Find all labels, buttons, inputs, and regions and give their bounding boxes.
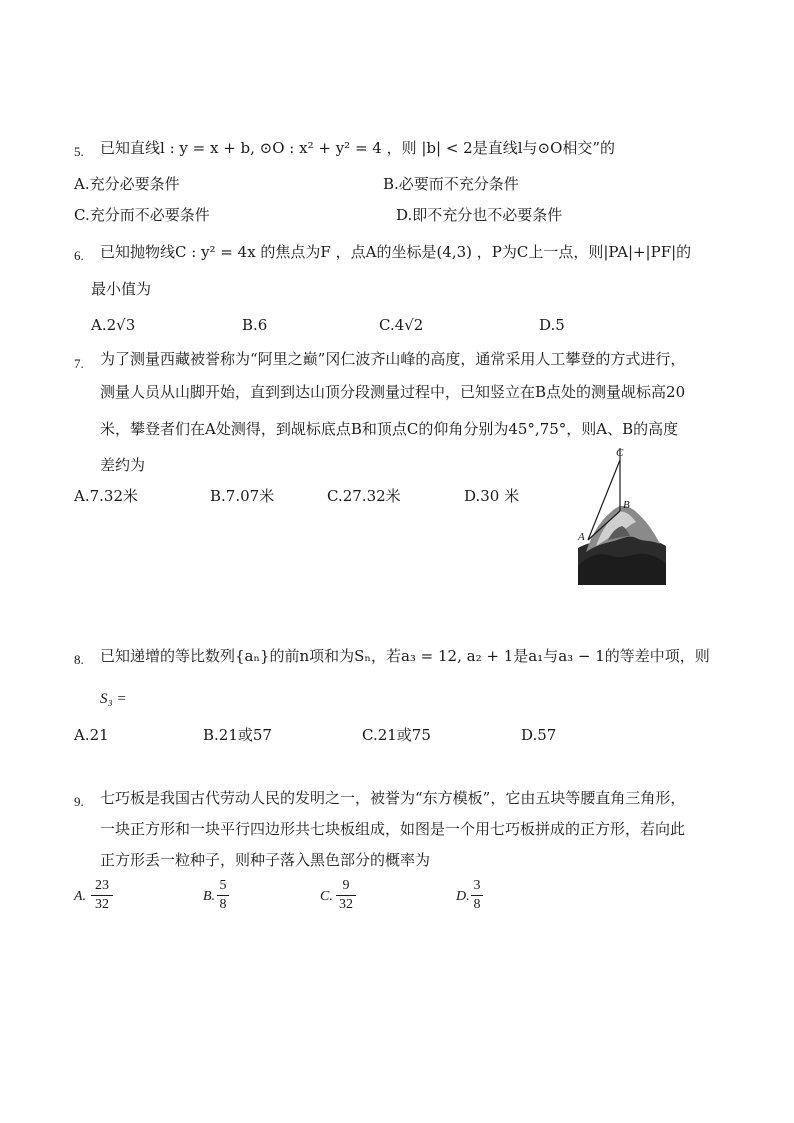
q9-option-b-fraction (217, 878, 229, 913)
q9-option-d-prefix: D. (456, 889, 470, 904)
q9-option-d-denominator: 8 (473, 897, 481, 912)
q9-option-a-numerator: 23 (95, 878, 109, 893)
q9-stem-line3: 正方形丢一粒种子，则种子落入黑色部分的概率为 (100, 851, 431, 869)
figure-label-a: A (578, 531, 585, 543)
q9-stem-line2: 一块正方形和一块平行四边形共七块板组成，如图是一个用七巧板拼成的正方形，若向此 (100, 820, 686, 838)
q6-option-d: D.5 (539, 316, 565, 334)
q5-number: 5. (74, 144, 84, 159)
q7-stem-line1: 为了测量西藏被誉称为“阿里之巅”冈仁波齐山峰的高度，通常采用人工攀登的方式进行， (100, 350, 686, 368)
q7-option-a: A.7.32米 (74, 487, 138, 505)
q7-stem-line4: 差约为 (100, 456, 146, 474)
q5-option-b: B.必要而不充分条件 (383, 175, 519, 193)
q8-stem-line1: 已知递增的等比数列{aₙ}的前n项和为Sₙ，若a₃ = 12, a₂ + 1是a₁与a₃ − 1的等差中项，则 (100, 647, 710, 665)
q7-stem-line2: 测量人员从山脚开始，直到到达山顶分段测量过程中，已知竖立在B点处的测量觇标高20 (100, 383, 686, 401)
q9-option-c-prefix: C. (320, 889, 333, 904)
q7-number: 7. (74, 356, 84, 371)
q9-option-d-numerator: 3 (473, 878, 481, 893)
q7-option-d: D.30 米 (464, 487, 520, 505)
q7-stem-line3: 米，攀登者们在A处测得，到觇标底点B和顶点C的仰角分别为45°,75°，则A、B的高度 (100, 420, 679, 438)
q5-option-d: D.即不充分也不必要条件 (396, 206, 563, 224)
q6-stem-line1: 已知抛物线C : y² = 4x 的焦点为F ，点A的坐标是(4,3) ，P为C上一点，则|PA|+|PF|的 (100, 243, 692, 261)
figure-label-b: B (623, 499, 630, 511)
q9-option-c-numerator: 9 (342, 878, 350, 893)
mountain-figure (572, 448, 672, 586)
q5-option-a: A.充分必要条件 (74, 175, 180, 193)
q8-number: 8. (74, 652, 84, 667)
q9-option-d-fraction (471, 878, 483, 913)
q8-stem-line2: S₃ = (100, 691, 127, 707)
q9-option-b-numerator: 5 (219, 878, 227, 893)
q6-option-b: B.6 (242, 316, 268, 334)
q9-stem-line1: 七巧板是我国古代劳动人民的发明之一，被誉为“东方模板”，它由五块等腰直角三角形， (100, 789, 686, 807)
q5-stem: 已知直线l : y = x + b, ⊙O : x² + y² = 4 ，则 |b| < 2是直线l与⊙O相交”的 (100, 139, 616, 157)
q9-option-a-fraction (91, 878, 113, 913)
q9-option-a-prefix: A. (74, 889, 87, 904)
q8-option-a: A.21 (74, 726, 109, 744)
figure-label-c: C (616, 447, 624, 459)
q8-option-b: B.21或57 (203, 726, 272, 744)
q9-option-a-denominator: 32 (95, 897, 109, 912)
q8-option-d: D.57 (521, 726, 557, 744)
q5-option-c: C.充分而不必要条件 (74, 206, 210, 224)
q9-option-c-denominator: 32 (339, 897, 353, 912)
q9-option-b-prefix: B. (203, 889, 216, 904)
q9-number: 9. (74, 794, 84, 809)
q8-option-c: C.21或75 (362, 726, 431, 744)
q6-number: 6. (74, 248, 84, 263)
q7-option-c: C.27.32米 (327, 487, 401, 505)
q9-option-b-denominator: 8 (219, 897, 227, 912)
q6-option-a: A.2√3 (91, 316, 136, 334)
q7-option-b: B.7.07米 (210, 487, 275, 505)
q6-option-c: C.4√2 (379, 316, 424, 334)
mountain-image (572, 448, 672, 586)
q6-stem-line2: 最小值为 (91, 280, 152, 298)
q9-option-c-fraction (336, 878, 356, 913)
